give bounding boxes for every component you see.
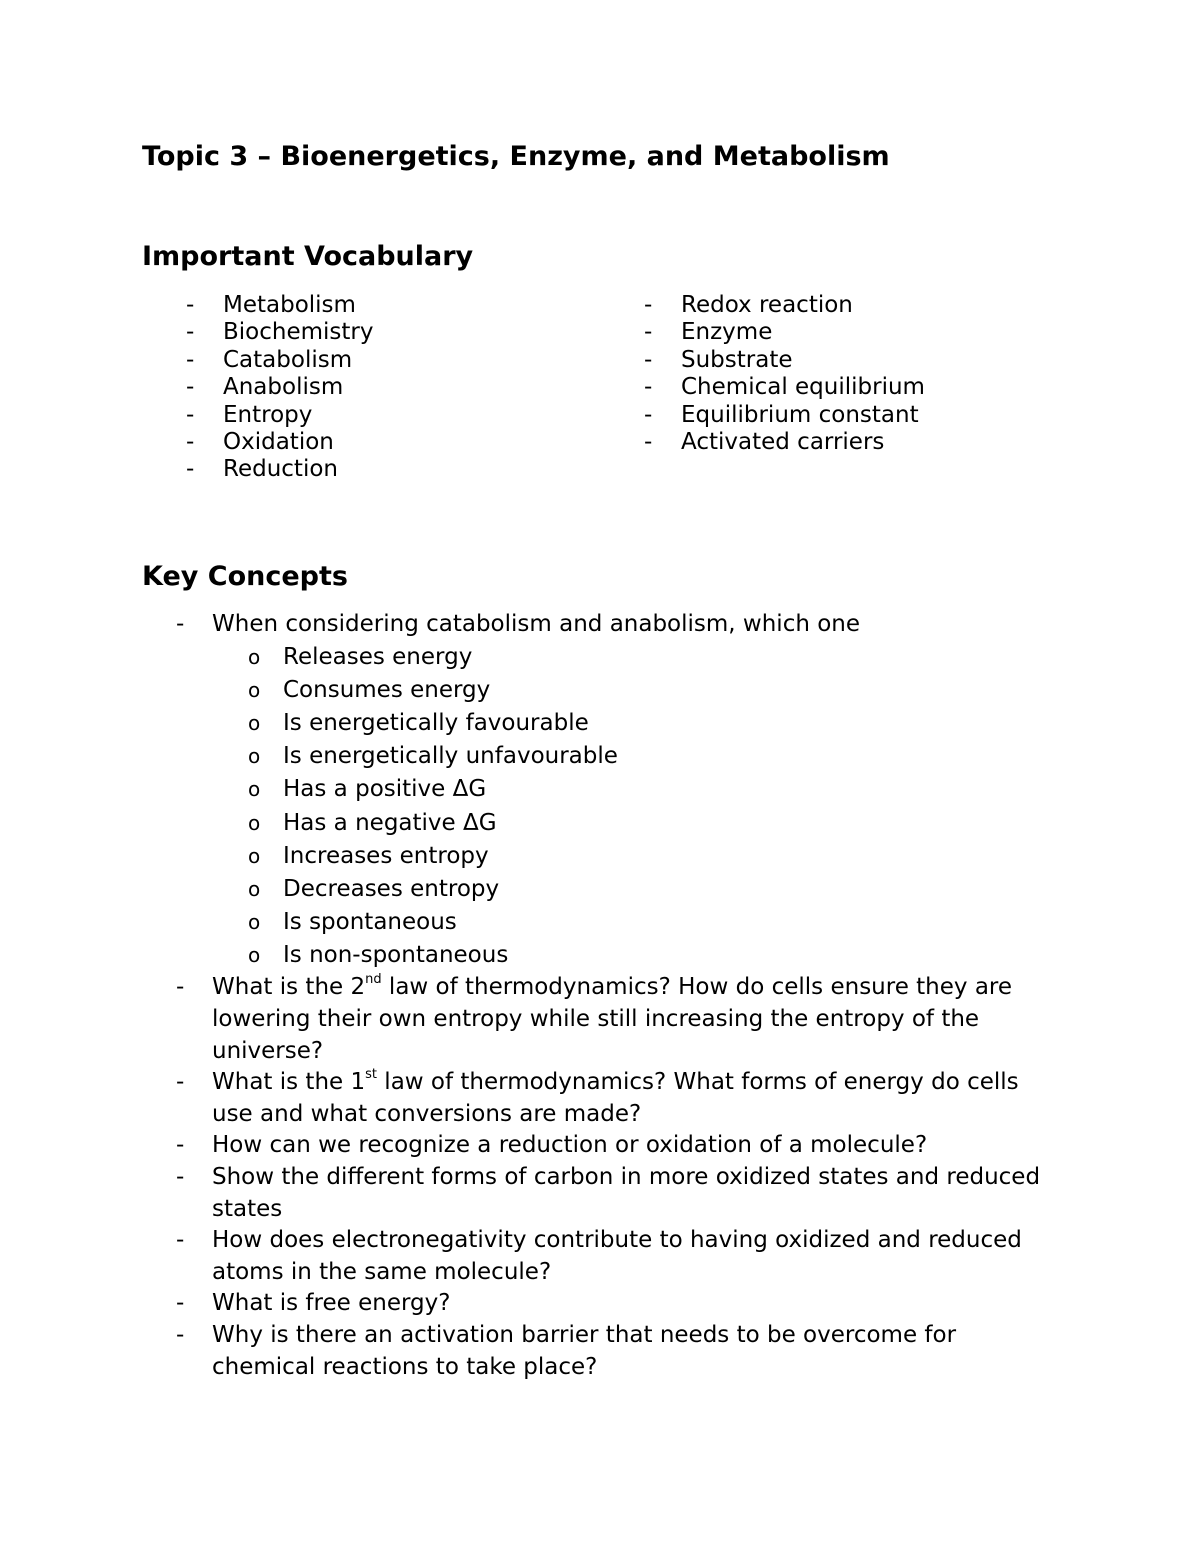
sub-item-text: Decreases entropy — [283, 875, 500, 902]
circle-bullet: o — [248, 910, 261, 935]
vocab-term: Reduction — [223, 456, 338, 483]
concept-item — [176, 1162, 1056, 1225]
sub-item — [176, 873, 1056, 906]
concept-text: How does electronegativity contribute to having oxidized and reduced atoms in the same molecule? — [212, 1227, 1022, 1285]
dash-bullet: - — [644, 346, 653, 373]
circle-bullet: o — [248, 843, 261, 868]
key-concepts-list — [176, 609, 1056, 1383]
concept-text-end: law of thermodynamics? How do cells ensure they are lowering their own entropy while still increasing the entropy of the universe? — [212, 974, 1013, 1064]
dash-bullet: - — [176, 1132, 185, 1159]
sub-item — [176, 641, 1056, 674]
vocab-term: Oxidation — [223, 428, 334, 455]
sub-item — [176, 939, 1056, 972]
vocab-term: Entropy — [223, 401, 313, 428]
sub-item — [176, 840, 1056, 873]
dash-bullet: - — [644, 401, 653, 428]
ordinal-superscript: st — [365, 1066, 377, 1082]
sub-item-text: Is spontaneous — [283, 909, 457, 936]
key-concepts-heading: Key Concepts — [142, 561, 348, 592]
sub-item-text: Has a negative ΔG — [283, 809, 497, 836]
dash-bullet: - — [186, 401, 195, 428]
dash-bullet: - — [176, 1322, 185, 1348]
circle-bullet: o — [248, 710, 261, 735]
vocab-term: Enzyme — [681, 319, 773, 346]
concept-text-start: What is the 1 — [212, 1069, 366, 1096]
concept-text: Show the different forms of carbon in more oxidized states and reduced states — [212, 1164, 1041, 1222]
concept-text: What is free energy? — [212, 1290, 451, 1317]
sub-item — [176, 773, 1056, 806]
concept-text: When considering catabolism and anabolism, which one — [212, 611, 861, 637]
vocab-term: Activated carriers — [681, 428, 885, 455]
vocab-term: Chemical equilibrium — [681, 374, 925, 401]
dash-bullet: - — [186, 319, 195, 346]
circle-bullet: o — [248, 644, 261, 669]
sub-item-text: Consumes energy — [283, 676, 491, 703]
vocab-term: Substrate — [681, 346, 793, 373]
circle-bullet: o — [248, 777, 261, 802]
concept-text — [212, 1067, 1056, 1130]
dash-bullet: - — [644, 374, 653, 401]
concept-item — [176, 972, 1056, 1067]
vocab-term: Equilibrium constant — [681, 401, 919, 428]
ordinal-superscript: nd — [365, 971, 382, 987]
concept-sub-list — [176, 641, 1056, 973]
sub-item — [176, 906, 1056, 939]
concept-item — [176, 1130, 1056, 1162]
sub-item — [176, 674, 1056, 707]
circle-bullet: o — [248, 943, 261, 968]
circle-bullet: o — [248, 810, 261, 835]
sub-item-text: Increases entropy — [283, 842, 489, 869]
concept-item — [176, 609, 1056, 972]
dash-bullet: - — [186, 346, 195, 373]
circle-bullet: o — [248, 677, 261, 702]
dash-bullet: - — [644, 428, 653, 455]
concept-text: How can we recognize a reduction or oxidation of a molecule? — [212, 1132, 928, 1159]
concept-text — [212, 972, 1056, 1067]
concept-item — [176, 1320, 1056, 1383]
concept-item — [176, 1067, 1056, 1130]
dash-bullet: - — [186, 428, 195, 455]
dash-bullet: - — [176, 1164, 185, 1191]
dash-bullet: - — [186, 374, 195, 401]
dash-bullet: - — [186, 456, 195, 483]
vocab-term: Metabolism — [223, 292, 356, 318]
dash-bullet: - — [176, 611, 185, 637]
dash-bullet: - — [176, 1069, 185, 1096]
vocab-term: Biochemistry — [223, 319, 374, 346]
dash-bullet: - — [644, 319, 653, 346]
vocab-term: Anabolism — [223, 374, 344, 401]
sub-item-text: Is energetically favourable — [283, 709, 589, 736]
circle-bullet: o — [248, 876, 261, 901]
sub-item-text: Is non-spontaneous — [283, 942, 509, 969]
sub-item — [176, 807, 1056, 840]
circle-bullet: o — [248, 744, 261, 769]
dash-bullet: - — [176, 1290, 185, 1317]
concept-item — [176, 1225, 1056, 1288]
sub-item — [176, 740, 1056, 773]
sub-item-text: Has a positive ΔG — [283, 776, 487, 803]
document-title: Topic 3 – Bioenergetics, Enzyme, and Metabolism — [142, 141, 890, 172]
vocab-term: Redox reaction — [681, 292, 853, 318]
dash-bullet: - — [186, 292, 195, 318]
concept-text-end: law of thermodynamics? What forms of energy do cells use and what conversions are made? — [212, 1069, 1019, 1127]
dash-bullet: - — [176, 1227, 185, 1254]
sub-item-text: Releases energy — [283, 643, 473, 670]
dash-bullet: - — [644, 292, 653, 318]
sub-item — [176, 707, 1056, 740]
dash-bullet: - — [176, 974, 185, 1001]
vocab-term: Catabolism — [223, 346, 353, 373]
concept-item — [176, 1288, 1056, 1320]
vocabulary-heading: Important Vocabulary — [142, 241, 474, 272]
concept-text-start: What is the 2 — [212, 974, 366, 1001]
sub-item-text: Is energetically unfavourable — [283, 743, 618, 770]
concept-text: Why is there an activation barrier that needs to be overcome for chemical reactions to take place? — [212, 1322, 957, 1380]
